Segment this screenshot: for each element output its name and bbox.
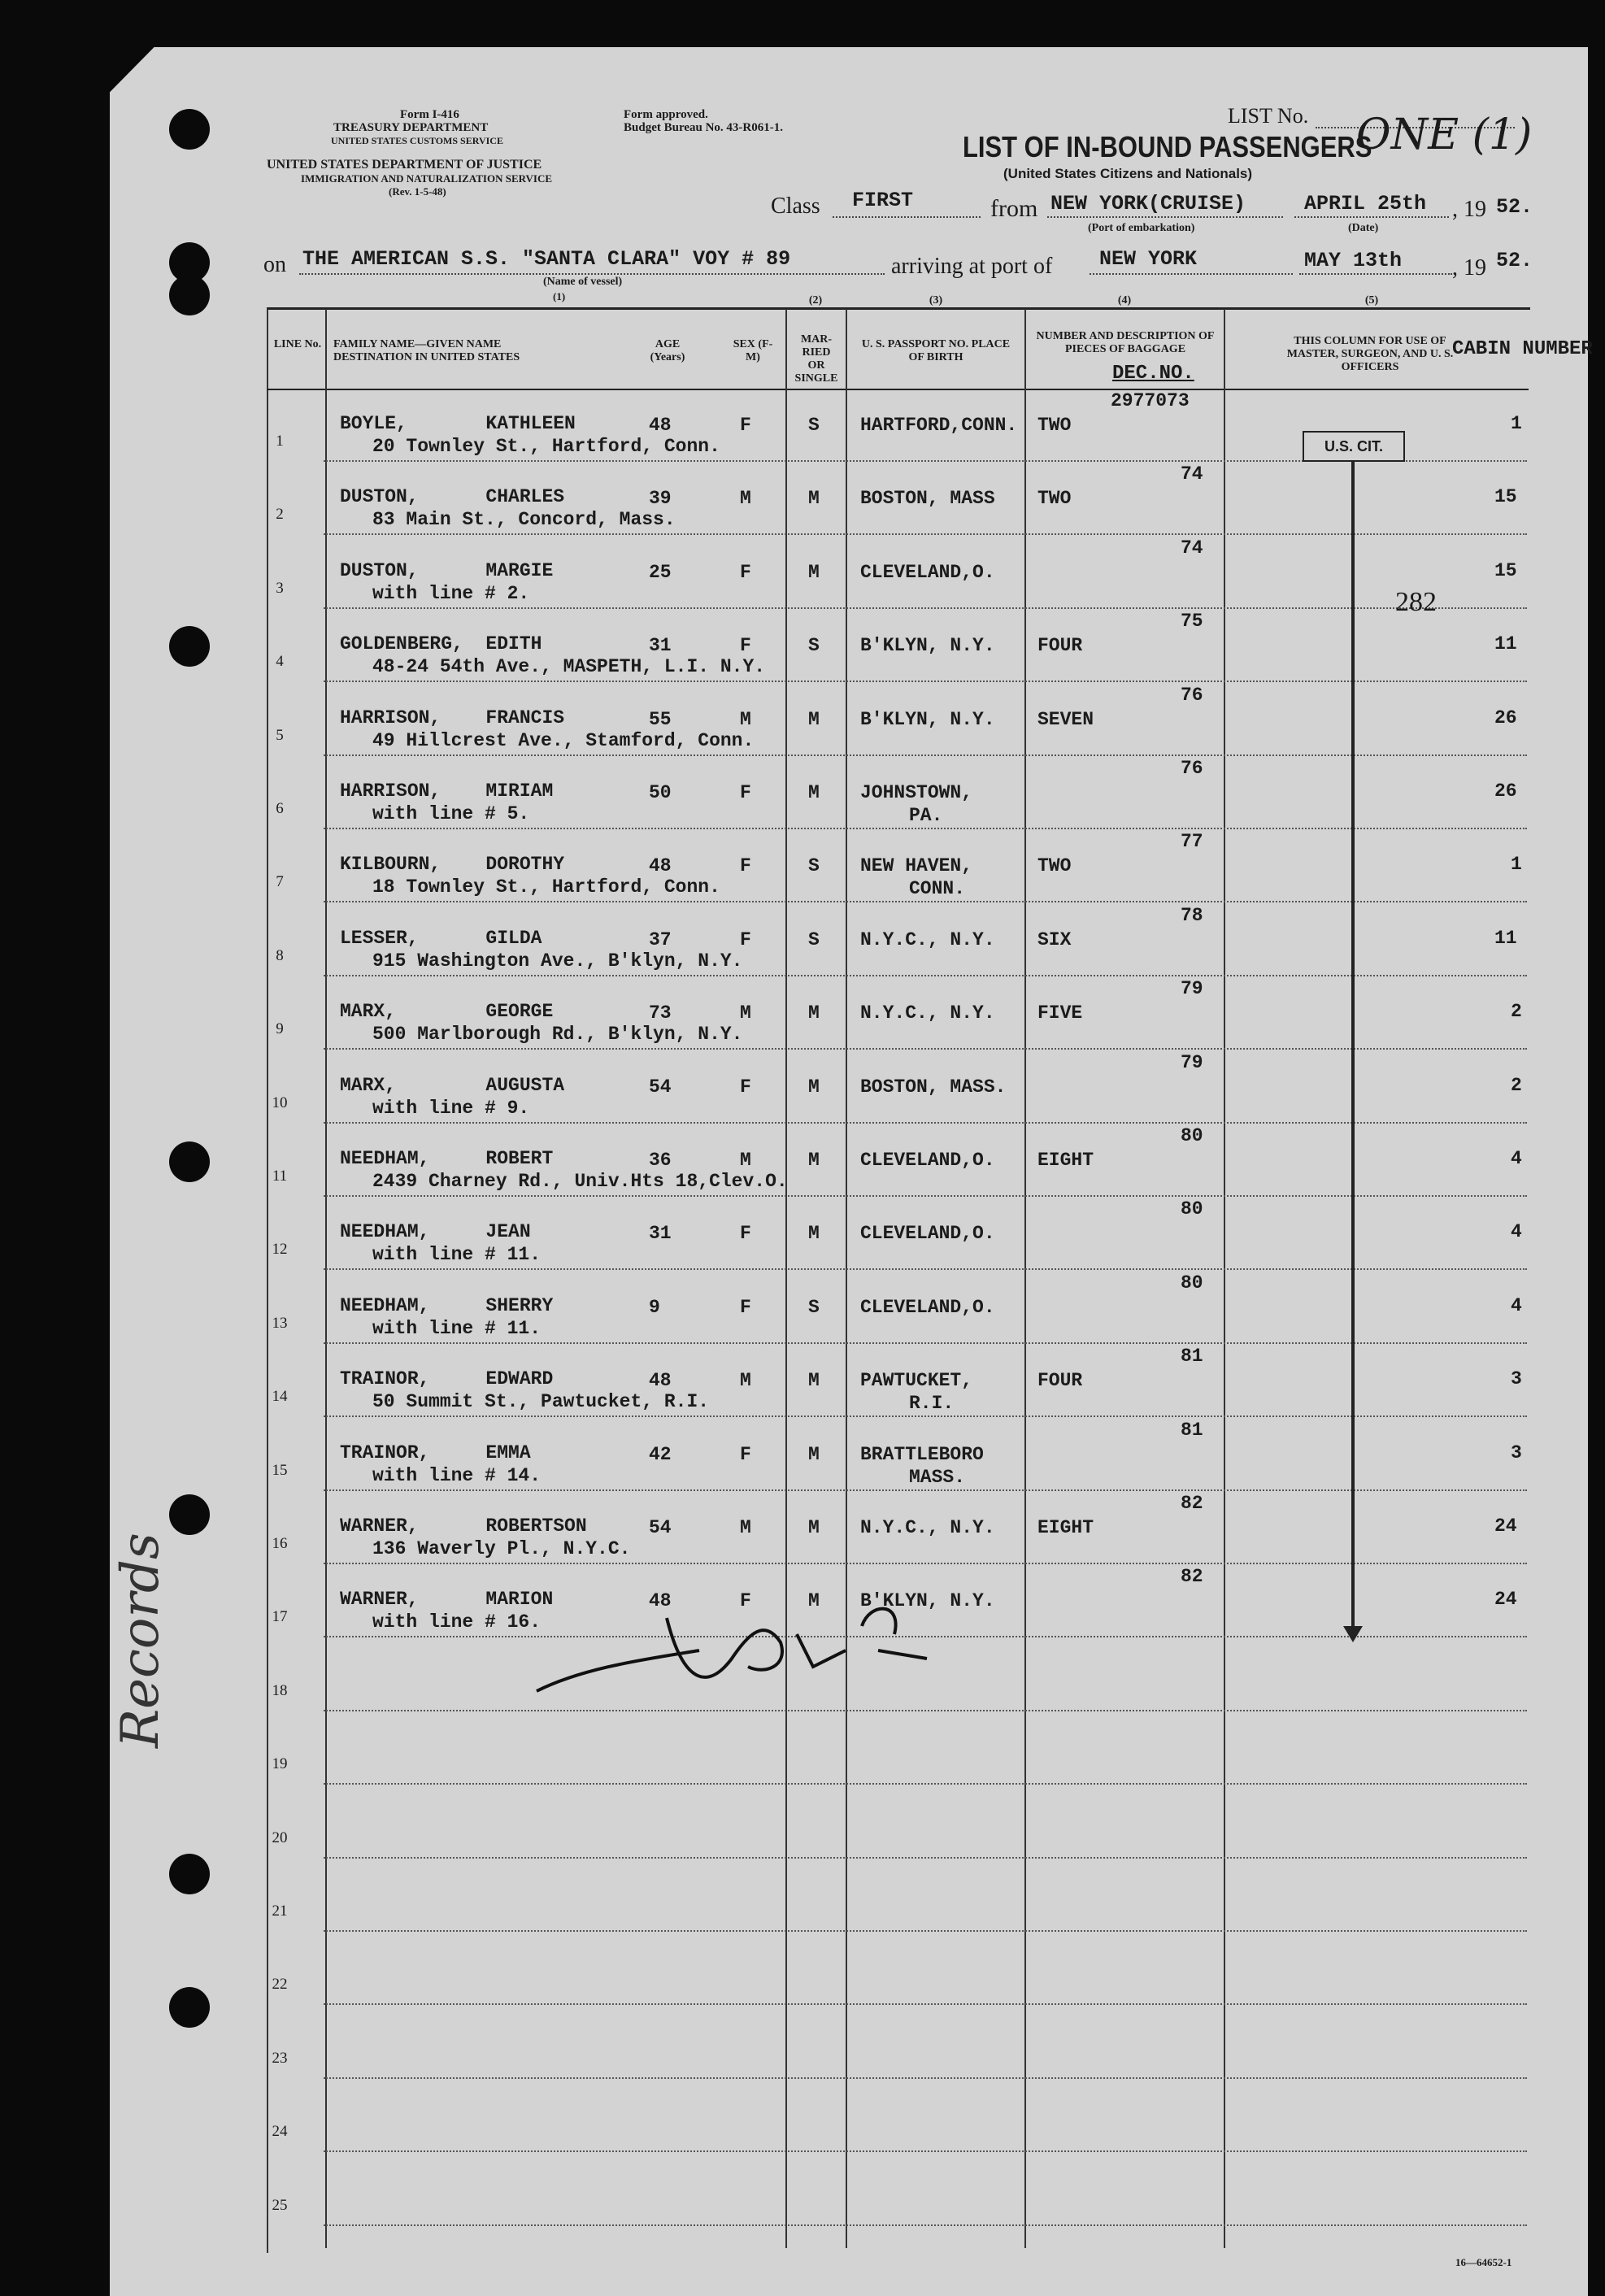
passenger-name: TRAINOR, EMMA <box>340 1442 531 1463</box>
age: 54 <box>649 1517 672 1538</box>
table-row <box>267 537 1527 611</box>
vessel-name: THE AMERICAN S.S. "SANTA CLARA" VOY # 89 <box>302 247 791 271</box>
line-number: 25 <box>272 2196 288 2214</box>
destination: 136 Waverly Pl., N.Y.C. <box>372 1538 631 1559</box>
birthplace: N.Y.C., N.Y. <box>860 1002 995 1024</box>
line-number: 21 <box>272 1902 288 1920</box>
row-rule <box>324 2077 1527 2079</box>
from-label: from <box>990 195 1038 222</box>
date-caption: (Date) <box>1348 222 1379 234</box>
age: 54 <box>649 1076 672 1098</box>
table-row <box>267 1933 1527 2007</box>
passenger-name: WARNER, ROBERTSON <box>340 1515 587 1537</box>
destination: 2439 Charney Rd., Univ.Hts 18,Clev.O. <box>372 1171 788 1192</box>
birthplace-line2: MASS. <box>909 1466 966 1488</box>
passenger-name: NEEDHAM, ROBERT <box>340 1148 554 1169</box>
birthplace: CLEVELAND,O. <box>860 561 995 583</box>
sex: M <box>740 1002 751 1024</box>
row-rule <box>324 1563 1527 1564</box>
cabin-number: 4 <box>1511 1294 1522 1316</box>
table-row <box>267 1272 1527 1346</box>
cabin-number: 3 <box>1511 1368 1522 1390</box>
sex: F <box>740 1443 751 1465</box>
destination: with line # 5. <box>372 803 530 824</box>
birthplace-line2: R.I. <box>909 1393 955 1415</box>
sex: F <box>740 928 751 950</box>
row-rule <box>324 1415 1527 1417</box>
birthplace: PAWTUCKET, <box>860 1370 973 1392</box>
signature <box>520 1569 943 1715</box>
sex: F <box>740 1076 751 1098</box>
birthplace-line2: PA. <box>909 805 943 826</box>
row-rule <box>324 1268 1527 1270</box>
sex: M <box>740 488 751 510</box>
table-row <box>267 978 1527 1051</box>
baggage-count: TWO <box>1037 415 1072 436</box>
date-line <box>1294 216 1449 218</box>
line-number: 3 <box>276 579 284 597</box>
birthplace: B'KLYN, N.Y. <box>860 708 995 730</box>
bracket-arrow-head <box>1343 1626 1363 1642</box>
cabin-number: 4 <box>1511 1221 1522 1243</box>
line-number: 6 <box>276 800 284 817</box>
baggage-count: TWO <box>1037 855 1072 877</box>
destination: 83 Main St., Concord, Mass. <box>372 509 676 531</box>
justice-dept: UNITED STATES DEPARTMENT OF JUSTICE <box>267 158 542 172</box>
sex: F <box>740 561 751 583</box>
marital-status: M <box>808 488 820 510</box>
row-rule <box>324 975 1527 976</box>
on-label: on <box>263 252 286 277</box>
dec-number: 80 <box>1181 1198 1203 1220</box>
row-rule <box>324 901 1527 902</box>
marital-status: S <box>808 635 820 657</box>
birthplace: CLEVELAND,O. <box>860 1150 995 1171</box>
dec-number: 2977073 <box>1111 390 1190 411</box>
cabin-header: CABIN NUMBER <box>1452 338 1593 360</box>
cabin-number: 24 <box>1494 1515 1517 1537</box>
table-row <box>267 1420 1527 1493</box>
dec-number: 76 <box>1181 684 1203 706</box>
row-rule <box>324 1122 1527 1124</box>
from-year: 52. <box>1496 195 1533 219</box>
col-header-officers: THIS COLUMN FOR USE OF MASTER, SURGEON, AND U. S. OFFICERS <box>1286 335 1454 373</box>
baggage-count: EIGHT <box>1037 1517 1094 1538</box>
footer-code: 16—64652-1 <box>1455 2256 1512 2268</box>
sex: F <box>740 1296 751 1318</box>
cabin-number: 24 <box>1494 1589 1517 1611</box>
destination: with line # 9. <box>372 1097 530 1119</box>
binder-hole <box>169 1494 210 1535</box>
from-date: APRIL 25th <box>1304 192 1427 215</box>
baggage-count: EIGHT <box>1037 1150 1094 1171</box>
table-row <box>267 1198 1527 1272</box>
passenger-name: MARX, AUGUSTA <box>340 1074 565 1096</box>
passenger-name: TRAINOR, EDWARD <box>340 1368 554 1390</box>
line-number: 23 <box>272 2049 288 2067</box>
passenger-name: HARRISON, FRANCIS <box>340 707 565 728</box>
from-line <box>1047 216 1283 218</box>
sex: F <box>740 855 751 877</box>
passenger-name: NEEDHAM, JEAN <box>340 1221 531 1243</box>
table-row <box>267 1052 1527 1125</box>
age: 48 <box>649 855 672 877</box>
ins: IMMIGRATION AND NATURALIZATION SERVICE <box>301 172 553 185</box>
age: 73 <box>649 1002 672 1024</box>
dec-number: 78 <box>1181 904 1203 926</box>
dec-number: 81 <box>1181 1419 1203 1441</box>
line-number: 5 <box>276 726 284 744</box>
binder-hole <box>169 1854 210 1894</box>
col-num-5: (5) <box>1364 294 1379 307</box>
table-row <box>267 1787 1527 1860</box>
dec-number: 79 <box>1181 978 1203 1000</box>
marital-status: S <box>808 928 820 950</box>
age: 48 <box>649 415 672 436</box>
line-number: 11 <box>272 1168 288 1185</box>
birthplace: BOSTON, MASS <box>860 488 995 510</box>
sex: F <box>740 782 751 803</box>
row-rule <box>324 828 1527 829</box>
arrival-year: 52. <box>1496 249 1533 272</box>
marital-status: M <box>808 1223 820 1245</box>
row-rule <box>324 1489 1527 1491</box>
birthplace: HARTFORD,CONN. <box>860 415 1018 436</box>
citizenship-stamp: U.S. CIT. <box>1303 431 1405 462</box>
row-rule <box>324 1783 1527 1785</box>
line-number: 7 <box>276 873 284 891</box>
marital-status: M <box>808 1150 820 1171</box>
marital-status: S <box>808 1296 820 1318</box>
destination: with line # 11. <box>372 1244 542 1266</box>
class-line <box>833 216 981 218</box>
col-num-3: (3) <box>929 294 943 307</box>
bracket-arrow <box>1351 460 1355 1636</box>
list-no-value: ONE (1) <box>1356 111 1533 159</box>
table-row <box>267 1493 1527 1566</box>
passenger-name: DUSTON, MARGIE <box>340 559 554 581</box>
line-number: 15 <box>272 1461 288 1479</box>
table-row <box>267 1713 1527 1786</box>
line-number: 17 <box>272 1608 288 1626</box>
cabin-number: 15 <box>1494 486 1517 508</box>
col-header-name: FAMILY NAME—GIVEN NAME DESTINATION IN UNITED STATES <box>333 338 520 363</box>
birthplace: B'KLYN, N.Y. <box>860 1590 995 1612</box>
birthplace: JOHNSTOWN, <box>860 782 973 803</box>
birthplace: CLEVELAND,O. <box>860 1296 995 1318</box>
table-row <box>267 1346 1527 1419</box>
destination: with line # 11. <box>372 1317 542 1339</box>
cabin-number: 11 <box>1494 633 1517 655</box>
destination: with line # 14. <box>372 1464 542 1486</box>
row-rule <box>324 1195 1527 1197</box>
line-number: 10 <box>272 1094 288 1111</box>
age: 37 <box>649 928 672 950</box>
age: 50 <box>649 782 672 803</box>
baggage-count: TWO <box>1037 488 1072 510</box>
marital-status: M <box>808 708 820 730</box>
line-number: 20 <box>272 1829 288 1846</box>
dec-number: 81 <box>1181 1346 1203 1368</box>
line-number: 19 <box>272 1755 288 1773</box>
table-row <box>267 611 1527 684</box>
form-number: Form I-416 <box>400 108 459 121</box>
sex: F <box>740 1223 751 1245</box>
line-number: 16 <box>272 1535 288 1552</box>
col-header-age: AGE (Years) <box>650 338 685 363</box>
line-number: 13 <box>272 1314 288 1332</box>
line-number: 1 <box>276 433 284 450</box>
class-label: Class <box>771 194 820 219</box>
cabin-number: 26 <box>1494 781 1517 802</box>
revision: (Rev. 1-5-48) <box>389 185 446 198</box>
binder-hole <box>169 1987 210 2028</box>
dec-number: 74 <box>1181 537 1203 559</box>
row-rule <box>324 2150 1527 2152</box>
baggage-count: SIX <box>1037 928 1072 950</box>
arriving-label: arriving at port of <box>891 254 1053 279</box>
destination: 915 Washington Ave., B'klyn, N.Y. <box>372 950 743 972</box>
birthplace: BRATTLEBORO <box>860 1443 984 1465</box>
baggage-count: SEVEN <box>1037 708 1094 730</box>
cabin-number: 3 <box>1511 1442 1522 1463</box>
from-year-prefix: , 19 <box>1452 197 1486 222</box>
table-row <box>267 1860 1527 1933</box>
table-row <box>267 758 1527 831</box>
birthplace-line2: CONN. <box>909 878 966 900</box>
list-no-label: LIST No. <box>1228 104 1309 128</box>
row-rule <box>324 607 1527 609</box>
marital-status: M <box>808 1002 820 1024</box>
cabin-number: 1 <box>1511 413 1522 434</box>
passenger-name: KILBOURN, DOROTHY <box>340 854 565 876</box>
col-header-passport: U. S. PASSPORT NO. PLACE OF BIRTH <box>861 338 1011 363</box>
sex: M <box>740 1370 751 1392</box>
budget-bureau: Budget Bureau No. 43-R061-1. <box>624 121 783 134</box>
birthplace: N.Y.C., N.Y. <box>860 928 995 950</box>
binder-hole <box>169 1141 210 1182</box>
binder-hole <box>169 626 210 667</box>
treasury-dept: TREASURY DEPARTMENT <box>333 121 489 134</box>
col-header-sex: SEX (F-M) <box>733 338 773 363</box>
dec-no-header: DEC.NO. <box>1112 363 1194 385</box>
col-num-4: (4) <box>1117 294 1132 307</box>
dec-number: 79 <box>1181 1051 1203 1073</box>
destination: with line # 2. <box>372 582 530 604</box>
dec-number: 82 <box>1181 1493 1203 1514</box>
line-number: 9 <box>276 1020 284 1038</box>
cabin-number: 2 <box>1511 1074 1522 1096</box>
age: 31 <box>649 635 672 657</box>
marital-status: S <box>808 855 820 877</box>
sex: M <box>740 1150 751 1171</box>
form-title: LIST OF IN-BOUND PASSENGERS <box>963 130 1372 163</box>
line-number: 2 <box>276 506 284 524</box>
destination: 48-24 54th Ave., MASPETH, L.I. N.Y. <box>372 656 766 678</box>
arrival-year-prefix: , 19 <box>1452 255 1486 280</box>
passenger-name: WARNER, MARION <box>340 1589 554 1611</box>
destination: 500 Marlborough Rd., B'klyn, N.Y. <box>372 1024 743 1046</box>
annotation-282: 282 <box>1395 587 1437 617</box>
baggage-count: FIVE <box>1037 1002 1083 1024</box>
sex: F <box>740 635 751 657</box>
table-row <box>267 685 1527 758</box>
port-embark-caption: (Port of embarkation) <box>1088 222 1195 234</box>
birthplace: N.Y.C., N.Y. <box>860 1517 995 1538</box>
line-number: 24 <box>272 2123 288 2141</box>
age: 55 <box>649 708 672 730</box>
age: 39 <box>649 488 672 510</box>
marital-status: S <box>808 415 820 436</box>
dec-number: 80 <box>1181 1125 1203 1146</box>
line-number: 4 <box>276 653 284 671</box>
line-number: 14 <box>272 1388 288 1406</box>
marital-status: M <box>808 1517 820 1538</box>
table-row <box>267 831 1527 904</box>
form-subtitle: (United States Citizens and Nationals) <box>1003 166 1253 181</box>
passenger-name: NEEDHAM, SHERRY <box>340 1294 554 1316</box>
row-rule <box>324 2224 1527 2226</box>
arrival-date-line <box>1299 273 1452 275</box>
sex: M <box>740 708 751 730</box>
table-row <box>267 2081 1527 2154</box>
row-rule <box>324 1342 1527 1344</box>
col-header-line: LINE No. <box>273 338 322 350</box>
dec-number: 74 <box>1181 463 1203 485</box>
sex: F <box>740 415 751 436</box>
birthplace: BOSTON, MASS. <box>860 1076 1007 1098</box>
row-rule <box>324 2003 1527 2005</box>
arrival-port: NEW YORK <box>1099 247 1198 271</box>
table-row <box>267 905 1527 978</box>
passenger-name: DUSTON, CHARLES <box>340 486 565 508</box>
age: 42 <box>649 1443 672 1465</box>
dec-number: 82 <box>1181 1566 1203 1588</box>
table-row <box>267 463 1527 537</box>
destination: 49 Hillcrest Ave., Stamford, Conn. <box>372 729 755 751</box>
passenger-name: GOLDENBERG, EDITH <box>340 633 542 655</box>
age: 48 <box>649 1590 672 1612</box>
birthplace: CLEVELAND,O. <box>860 1223 995 1245</box>
baggage-count: FOUR <box>1037 635 1083 657</box>
from-value: NEW YORK(CRUISE) <box>1050 192 1246 215</box>
binder-hole <box>169 275 210 315</box>
dec-number: 80 <box>1181 1272 1203 1294</box>
row-rule <box>324 681 1527 682</box>
age: 25 <box>649 561 672 583</box>
marital-status: M <box>808 561 820 583</box>
table-row <box>267 1125 1527 1198</box>
cabin-number: 11 <box>1494 927 1517 949</box>
binder-hole <box>169 109 210 150</box>
age: 48 <box>649 1370 672 1392</box>
sex: F <box>740 1590 751 1612</box>
table-row <box>267 2155 1527 2228</box>
vessel-caption: (Name of vessel) <box>543 276 623 288</box>
records-margin-note: Records <box>111 1533 171 1748</box>
age: 9 <box>649 1296 660 1318</box>
col-num-2: (2) <box>808 294 823 307</box>
age: 31 <box>649 1223 672 1245</box>
customs-service: UNITED STATES CUSTOMS SERVICE <box>331 135 503 146</box>
dec-number: 75 <box>1181 611 1203 633</box>
table-row <box>267 2007 1527 2081</box>
destination: with line # 16. <box>372 1611 542 1633</box>
row-rule <box>324 754 1527 756</box>
arrival-port-line <box>1090 273 1293 275</box>
marital-status: M <box>808 1076 820 1098</box>
dec-number: 77 <box>1181 831 1203 853</box>
marital-status: M <box>808 1590 820 1612</box>
passenger-name: HARRISON, MIRIAM <box>340 781 554 802</box>
row-rule <box>324 1857 1527 1859</box>
cabin-number: 2 <box>1511 1001 1522 1023</box>
arrival-date: MAY 13th <box>1304 249 1403 272</box>
line-number: 8 <box>276 946 284 964</box>
form-approved: Form approved. <box>624 108 708 121</box>
row-rule <box>324 533 1527 535</box>
vessel-colnum: (1) <box>553 290 566 302</box>
passenger-name: BOYLE, KATHLEEN <box>340 413 576 434</box>
birthplace: NEW HAVEN, <box>860 855 973 877</box>
class-value: FIRST <box>852 189 914 212</box>
marital-status: M <box>808 782 820 803</box>
destination: 50 Summit St., Pawtucket, R.I. <box>372 1391 710 1413</box>
row-rule <box>324 1048 1527 1050</box>
marital-status: M <box>808 1443 820 1465</box>
cabin-number: 1 <box>1511 854 1522 876</box>
row-rule <box>324 1930 1527 1932</box>
line-number: 18 <box>272 1681 288 1699</box>
col-header-baggage: NUMBER AND DESCRIPTION OF PIECES OF BAGGAGE <box>1036 330 1215 355</box>
col-header-married: MAR-RIED OR SINGLE <box>794 333 838 385</box>
passenger-name: MARX, GEORGE <box>340 1001 554 1023</box>
baggage-count: FOUR <box>1037 1370 1083 1392</box>
sex: M <box>740 1517 751 1538</box>
destination: 18 Townley St., Hartford, Conn. <box>372 876 720 898</box>
marital-status: M <box>808 1370 820 1392</box>
cabin-number: 15 <box>1494 559 1517 581</box>
cabin-number: 4 <box>1511 1148 1522 1169</box>
cabin-number: 26 <box>1494 707 1517 728</box>
destination: 20 Townley St., Hartford, Conn. <box>372 436 720 457</box>
passenger-name: LESSER, GILDA <box>340 927 542 949</box>
birthplace: B'KLYN, N.Y. <box>860 635 995 657</box>
dec-number: 76 <box>1181 758 1203 779</box>
line-number: 22 <box>272 1976 288 1994</box>
line-number: 12 <box>272 1241 288 1259</box>
age: 36 <box>649 1150 672 1171</box>
